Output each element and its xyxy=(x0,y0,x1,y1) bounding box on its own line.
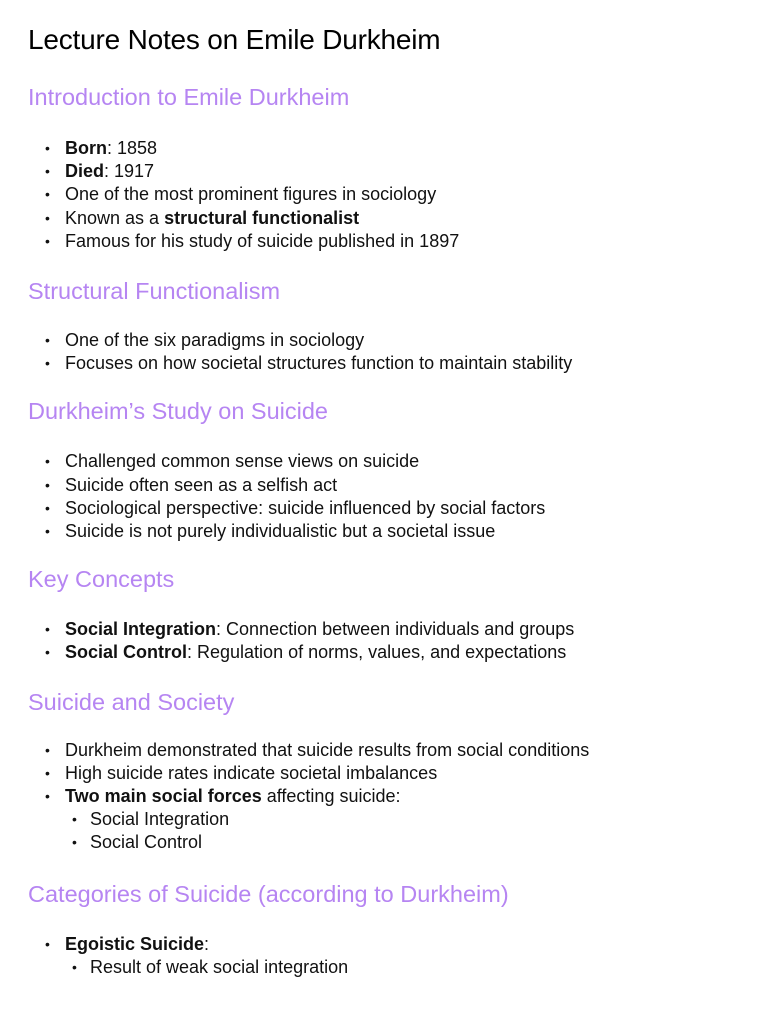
list-item-text: : 1858 xyxy=(107,138,158,158)
list-item-text: : xyxy=(204,933,210,954)
list-item xyxy=(28,618,740,641)
list-item-text: Famous for his study of suicide published in 1897 xyxy=(65,230,460,251)
section-heading-categories-of-suicide: Categories of Suicide (according to Durkheim) xyxy=(28,880,509,907)
list-item xyxy=(28,329,740,352)
sub-bullet-list-egoistic xyxy=(28,956,740,979)
list-item-text: affecting suicide: xyxy=(261,786,401,807)
sub-list-item xyxy=(28,956,740,979)
list-item xyxy=(28,230,740,253)
sub-list-item xyxy=(28,831,740,854)
section-heading-structural-functionalism: Structural Functionalism xyxy=(28,278,281,305)
list-item xyxy=(28,474,740,497)
list-item-text: Result of weak social integration xyxy=(90,956,349,977)
list-item xyxy=(28,497,740,520)
list-item-bold: Died xyxy=(65,161,105,182)
list-item-text: Durkheim demonstrated that suicide results from social conditions xyxy=(65,739,590,760)
list-item xyxy=(28,183,740,206)
list-item-text: Suicide often seen as a selfish act xyxy=(65,474,338,495)
sub-list-item xyxy=(28,808,740,831)
page-title: Lecture Notes on Emile Durkheim xyxy=(28,24,441,55)
list-item-text: One of the six paradigms in sociology xyxy=(65,330,365,351)
list-item-text: : Connection between individuals and groups xyxy=(216,619,575,640)
list-item-bold: Social Control xyxy=(65,642,188,663)
list-item xyxy=(28,352,740,375)
section-heading-suicide-and-society: Suicide and Society xyxy=(28,688,235,715)
list-item-text: Focuses on how societal structures function to maintain stability xyxy=(65,353,573,374)
list-item-text: Social Integration xyxy=(90,809,230,830)
section-heading-key-concepts: Key Concepts xyxy=(28,566,175,593)
list-item xyxy=(28,785,740,808)
list-item-bold: Born xyxy=(65,138,107,158)
list-item-text: : Regulation of norms, values, and expectations xyxy=(187,642,567,663)
list-item-bold: Two main social forces xyxy=(65,786,262,807)
list-item-text: One of the most prominent figures in sociology xyxy=(65,184,437,205)
list-item-text: Social Control xyxy=(90,832,203,853)
list-item-bold: structural functionalist xyxy=(164,207,360,228)
bullet-list-study-on-suicide xyxy=(28,450,740,543)
list-item xyxy=(28,933,740,956)
list-item-bold: Social Integration xyxy=(65,619,217,640)
list-item-text: : 1917 xyxy=(104,161,155,182)
list-item-text: Challenged common sense views on suicide xyxy=(65,451,420,472)
list-item xyxy=(28,207,740,230)
list-item-text: Known as a xyxy=(65,207,165,228)
list-item xyxy=(28,137,740,160)
list-item xyxy=(28,641,740,664)
section-heading-introduction: Introduction to Emile Durkheim xyxy=(28,84,350,110)
bullet-list-suicide-and-society xyxy=(28,739,740,809)
bullet-list-introduction xyxy=(28,137,740,253)
bullet-list-key-concepts xyxy=(28,618,740,664)
list-item-text: High suicide rates indicate societal imbalances xyxy=(65,762,438,783)
list-item xyxy=(28,739,740,762)
list-item xyxy=(28,762,740,785)
list-item-text: Suicide is not purely individualistic but a societal issue xyxy=(65,521,496,542)
list-item xyxy=(28,450,740,473)
sub-bullet-list-social-forces xyxy=(28,808,740,854)
bullet-list-structural-functionalism xyxy=(28,329,740,375)
list-item-text: Sociological perspective: suicide influenced by social factors xyxy=(65,497,546,518)
list-item-bold: Egoistic Suicide xyxy=(65,933,205,954)
list-item xyxy=(28,520,740,543)
section-heading-study-on-suicide: Durkheim’s Study on Suicide xyxy=(28,398,328,425)
list-item xyxy=(28,160,740,183)
bullet-list-categories-of-suicide xyxy=(28,933,740,956)
